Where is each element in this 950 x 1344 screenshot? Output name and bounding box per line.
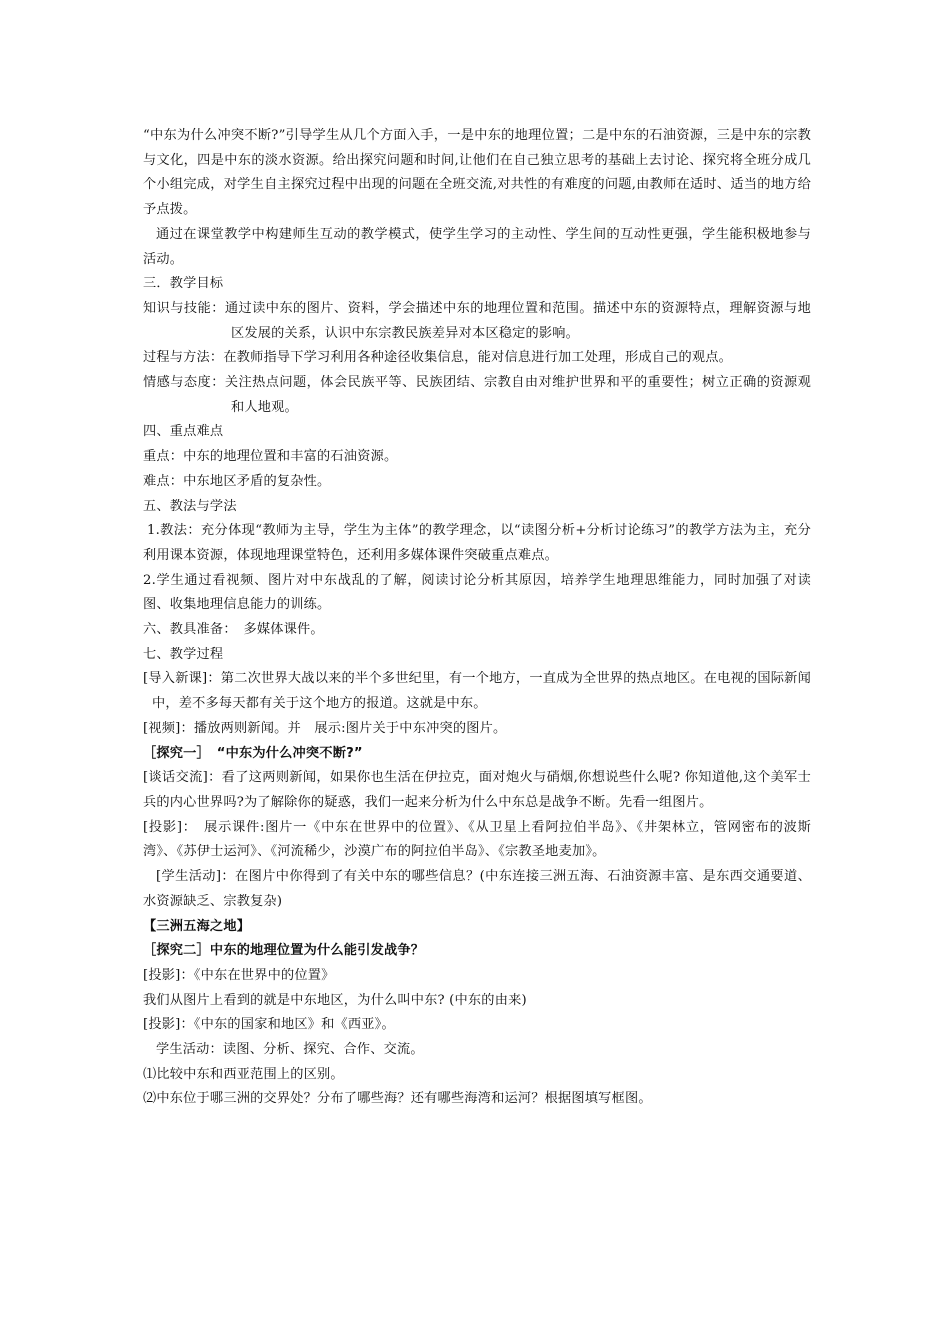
exploration-one-heading: ［探究一］ “中东为什么冲突不断?” bbox=[143, 745, 363, 761]
goal-process-method: 过程与方法：在教师指导下学习利用各种途径收集信息，能对信息进行加工处理，形成自己的观点。 bbox=[143, 350, 733, 366]
heading-teaching-process: 七、教学过程 bbox=[143, 646, 224, 662]
method-learning: 2.学生通过看视频、图片对中东战乱的了解，阅读讨论分析其原因，培养学生地理思维能力，同时加强了对读图、收集地理信息能力的训练。 bbox=[143, 572, 811, 613]
document-body bbox=[143, 124, 811, 1112]
key-point: 重点：中东的地理位置和丰富的石油资源。 bbox=[143, 449, 398, 465]
video-step: [视频]：播放两则新闻。并 展示:图片关于中东冲突的图片。 bbox=[143, 720, 507, 736]
exploration-two-heading: ［探究二］中东的地理位置为什么能引发战争？ bbox=[143, 943, 425, 959]
heading-teaching-goals: 三．教学目标 bbox=[143, 276, 224, 292]
question-compare-range: ⑴比较中东和西亚范围上的区别。 bbox=[143, 1066, 344, 1082]
projection-world-position: [投影]：《中东在世界中的位置》 bbox=[143, 967, 335, 983]
difficult-point: 难点：中东地区矛盾的复杂性。 bbox=[143, 473, 331, 489]
goal-emotion-attitude: 情感与态度：关注热点问题，体会民族平等、民族团结、宗教自由对维护世界和平的重要性；树立正确的资源观和人地观。 bbox=[143, 375, 811, 415]
method-teaching: 1.教法：充分体现“教师为主导，学生为主体”的教学理念，以“读图分析+分析讨论练习”的教学方法为主，充分利用课本资源，体现地理课堂特色，还利用多媒体课件突破重点难点。 bbox=[143, 523, 811, 563]
projection-images: [投影]： 展示课件:图片一《中东在世界中的位置》、《从卫星上看阿拉伯半岛》、《井架林立，管网密布的波斯湾》、《苏伊士运河》、《河流稀少，沙漠广布的阿拉伯半岛》、《宗教圣地麦加》。 bbox=[143, 819, 811, 860]
heading-key-points: 四、重点难点 bbox=[143, 424, 224, 440]
question-location-seas: ⑵中东位于哪三洲的交界处？分布了哪些海？还有哪些海湾和运河？根据图填写框图。 bbox=[143, 1091, 652, 1107]
discussion-exchange: [谈话交流]：看了这两则新闻，如果你也生活在伊拉克，面对炮火与硝烟,你想说些什么呢? 你知道他,这个美军士兵的内心世界吗?为了解除你的疑惑，我们一起来分析为什么中东总是战争不断。先看一组图片。 bbox=[143, 770, 811, 810]
student-activity-info: [学生活动]：在图片中你得到了有关中东的哪些信息？(中东连接三洲五海、石油资源丰富、是东西交通要道、水资源缺乏、宗教复杂) bbox=[143, 869, 811, 909]
three-continents-five-seas-heading: 【三洲五海之地】 bbox=[143, 918, 251, 934]
paragraph-interaction: 通过在课堂教学中构建师生互动的教学模式，使学生学习的主动性、学生间的互动性更强，学生能积极地参与活动。 bbox=[143, 226, 811, 267]
lead-in-new-lesson: [导入新课]：第二次世界大战以来的半个多世纪里，有一个地方，一直成为全世界的热点地区。在电视的国际新闻中，差不多每天都有关于这个地方的报道。这就是中东。 bbox=[143, 671, 811, 712]
heading-methods: 五、教法与学法 bbox=[143, 498, 237, 514]
student-activity-read-map: 学生活动：读图、分析、探究、合作、交流。 bbox=[156, 1042, 424, 1058]
projection-countries-west-asia: [投影]：《中东的国家和地区》和《西亚》。 bbox=[143, 1017, 395, 1033]
middle-east-name-origin: 我们从图片上看到的就是中东地区，为什么叫中东? (中东的由来) bbox=[143, 992, 527, 1008]
heading-teaching-aids: 六、教具准备： 多媒体课件。 bbox=[143, 622, 324, 638]
goal-knowledge-skills: 知识与技能：通过读中东的图片、资料，学会描述中东的地理位置和范围。描述中东的资源特点，理解资源与地区发展的关系，认识中东宗教民族差异对本区稳定的影响。 bbox=[143, 300, 811, 341]
paragraph-intro: “中东为什么冲突不断?”引导学生从几个方面入手，一是中东的地理位置；二是中东的石油资源，三是中东的宗教与文化，四是中东的淡水资源。给出探究问题和时间,让他们在自己独立思考的基础上去讨论、探究将全班分成几个小组完成，对学生自主探究过程中出现的问题在全班交流,对共性的有难度的问题,由教师在适时、适当的地方给予点拨。 bbox=[143, 128, 811, 218]
